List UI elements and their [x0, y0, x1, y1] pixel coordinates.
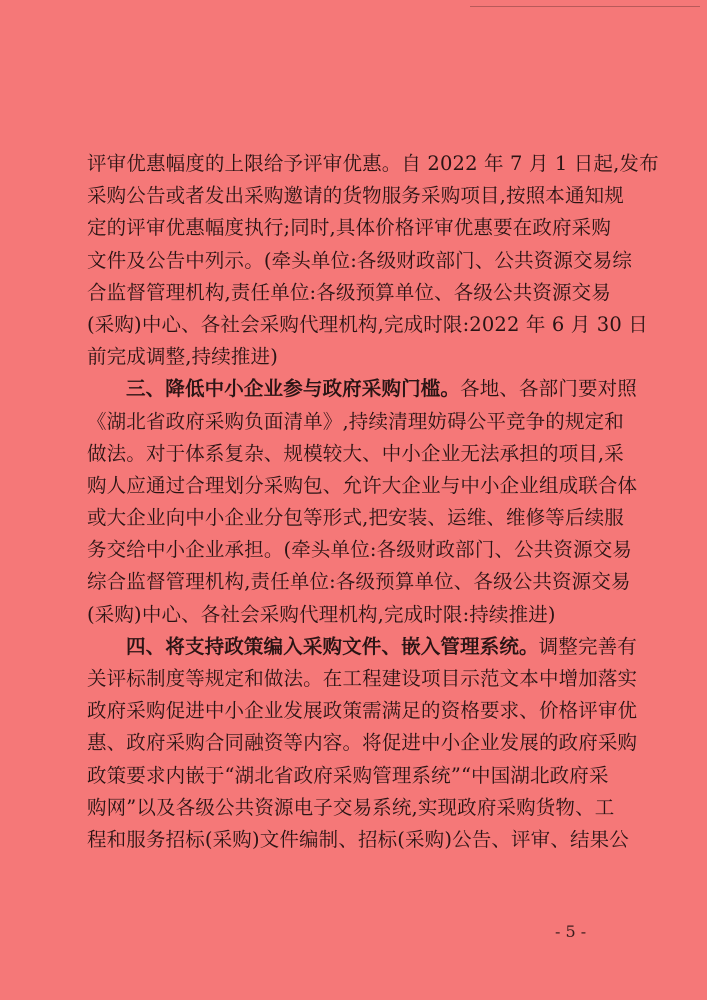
text-line: 务交给中小企业承担。(牵头单位:各级财政部门、公共资源交易 — [87, 538, 633, 562]
text-line: 采购公告或者发出采购邀请的货物服务采购项目,按照本通知规 — [87, 184, 624, 208]
text-line: 评审优惠幅度的上限给予评审优惠。自 2022 年 7 月 1 日起,发布 — [87, 152, 659, 175]
text-line: 《湖北省政府采购负面清单》,持续清理妨碍公平竞争的规定和 — [87, 409, 624, 433]
paragraph-1 — [87, 148, 659, 373]
text-line: 政策要求内嵌于“湖北省政府采购管理系统”“中国湖北政府采 — [87, 763, 609, 787]
text-line: 政府采购促进中小企业发展政策需满足的资格要求、价格评审优 — [87, 699, 638, 723]
text-line: 惠、政府采购合同融资等内容。将促进中小企业发展的政府采购 — [87, 731, 638, 755]
paragraph-first-line — [87, 373, 637, 405]
section-heading-3: 三、降低中小企业参与政府采购门槛。 — [126, 377, 461, 401]
top-edge-rule — [470, 6, 700, 7]
text-line: 或大企业向中小企业分包等形式,把安装、运维、维修等后续服 — [87, 506, 624, 530]
text-line: 合监督管理机构,责任单位:各级预算单位、各级公共资源交易 — [87, 280, 611, 304]
paragraph-2 — [87, 373, 638, 631]
text-line: (采购)中心、各社会采购代理机构,完成时限:持续推进) — [87, 602, 556, 626]
text-line: (采购)中心、各社会采购代理机构,完成时限:2022 年 6 月 30 日 — [87, 312, 648, 336]
document-page — [87, 148, 659, 856]
page-number: - 5 - — [555, 922, 587, 941]
text-line: 购网”以及各级公共资源电子交易系统,实现政府采购货物、工 — [87, 795, 615, 819]
text-line: 购人应通过合理划分采购包、允许大企业与中小企业组成联合体 — [87, 473, 638, 497]
paragraph-first-line — [87, 631, 637, 663]
text-line: 前完成调整,持续推进) — [87, 345, 278, 369]
text-line: 做法。对于体系复杂、规模较大、中小企业无法承担的项目,采 — [87, 441, 624, 465]
section-heading-4: 四、将支持政策编入采购文件、嵌入管理系统。 — [126, 634, 539, 658]
text-line: 综合监督管理机构,责任单位:各级预算单位、各级公共资源交易 — [87, 570, 631, 594]
text-line: 关评标制度等规定和做法。在工程建设项目示范文本中增加落实 — [87, 667, 638, 690]
paragraph-3 — [87, 631, 638, 856]
text-line: 定的评审优惠幅度执行;同时,具体价格评审优惠要在政府采购 — [87, 216, 611, 240]
text-line: 程和服务招标(采购)文件编制、招标(采购)公告、评审、结果公 — [87, 827, 629, 851]
text-run: 各地、各部门要对照 — [460, 377, 637, 401]
text-run: 调整完善有 — [538, 634, 637, 658]
text-line: 文件及公告中列示。(牵头单位:各级财政部门、公共资源交易综 — [87, 248, 633, 272]
